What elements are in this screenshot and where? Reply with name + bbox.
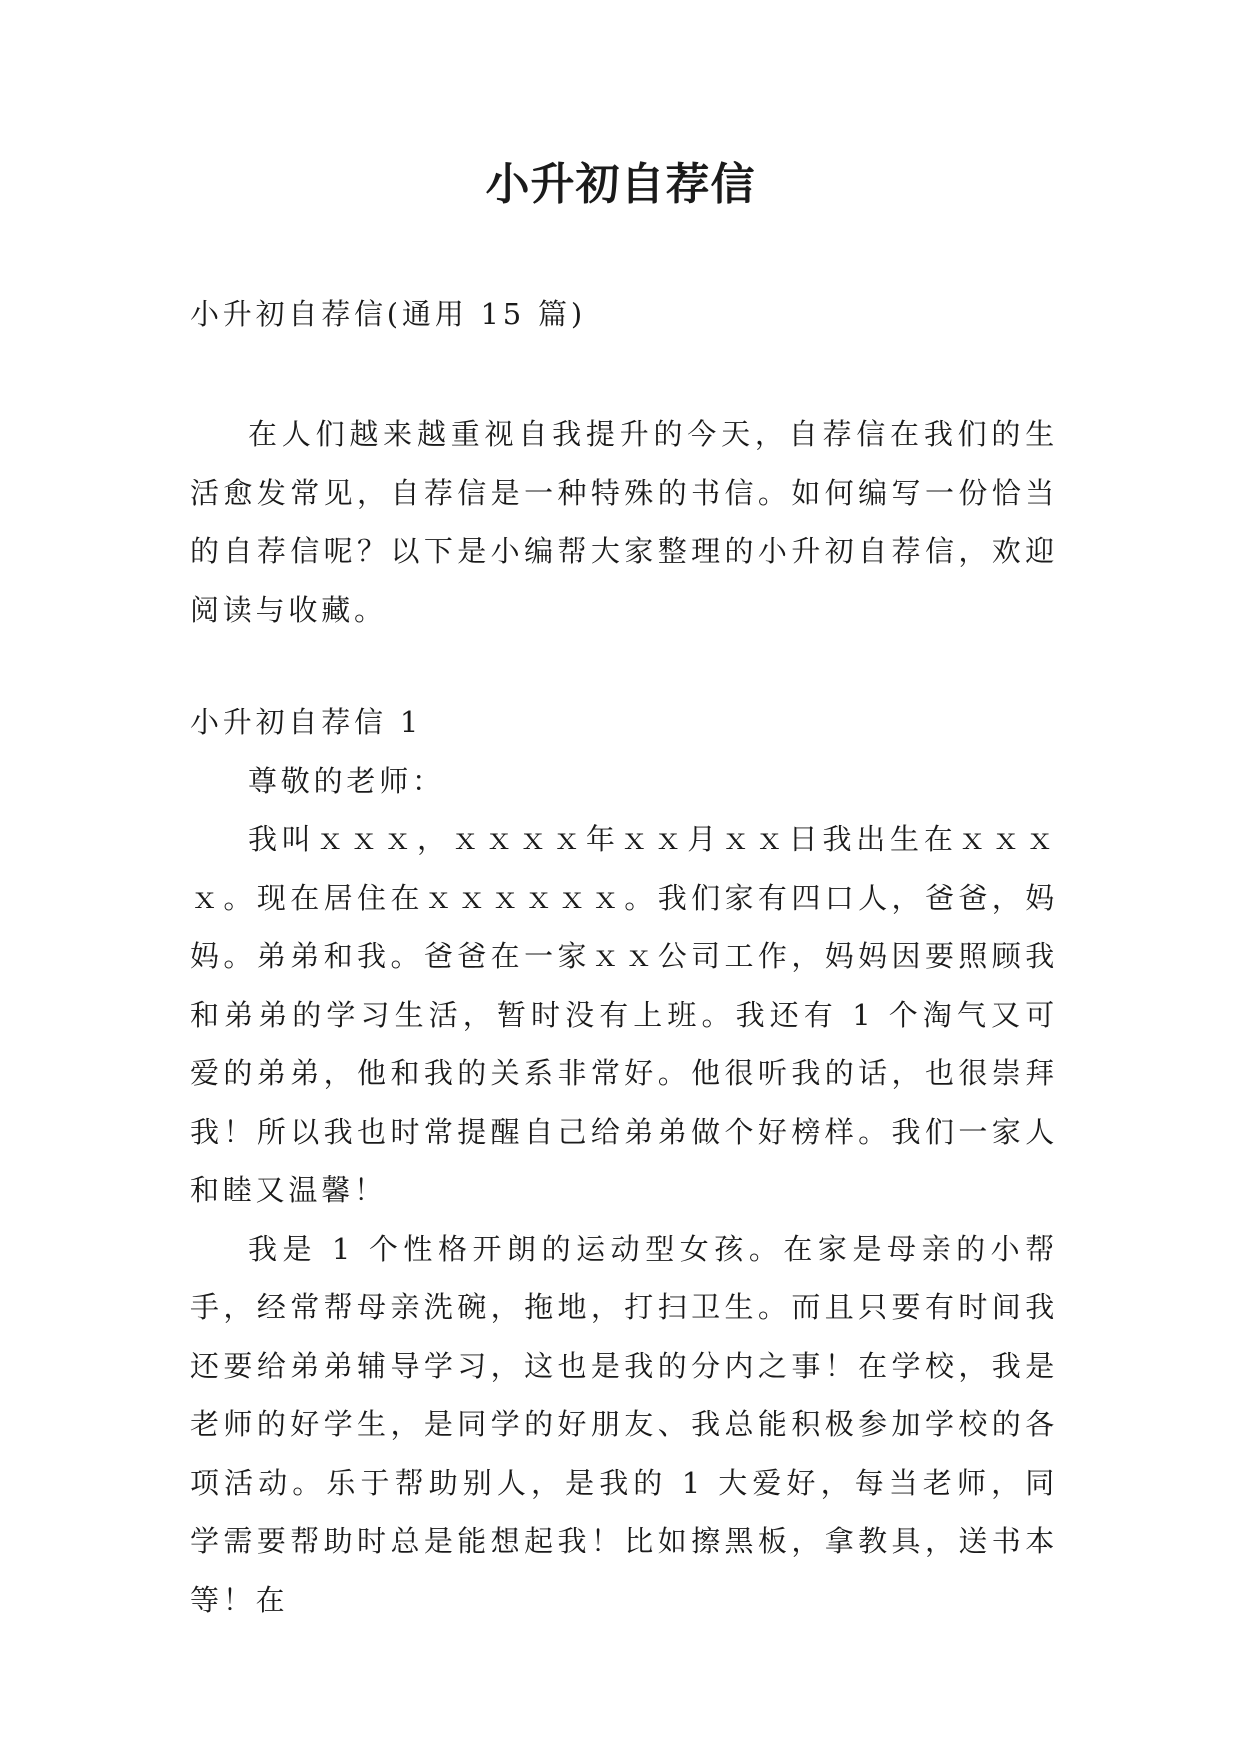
letter-salutation: 尊敬的老师： <box>248 763 445 798</box>
letter-paragraph-2: 我是 1 个性格开朗的运动型女孩。在家是母亲的小帮手，经常帮母亲洗碗，拖地，打扫卫生。而且只要有时间我还要给弟弟辅导学习，这也是我的分内之事！在学校，我是老师的好学生，是同学的好朋友、我总能积极参加学校的各项活动。乐于帮助别人，是我的 1 大爱好，每当老师，同学需要帮助时总是能想起我！比如擦黑板，拿教具，送书本等！在 <box>190 1231 1058 1617</box>
letter-section-1 <box>190 693 1058 1629</box>
intro-block <box>190 405 1058 639</box>
subtitle-block <box>190 285 1058 344</box>
letter-paragraph-1: 我叫ｘｘｘ，ｘｘｘｘ年ｘｘ月ｘｘ日我出生在ｘｘｘｘ。现在居住在ｘｘｘｘｘｘ。我们家有四口人，爸爸，妈妈。弟弟和我。爸爸在一家ｘｘ公司工作，妈妈因要照顾我和弟弟的学习生活，暂时没有上班。我还有 1 个淘气又可爱的弟弟，他和我的关系非常好。他很听我的话，也很崇拜我！所以我也时常提醒自己给弟弟做个好榜样。我们一家人和睦又温馨！ <box>190 822 1058 1207</box>
document-title: 小升初自荐信 <box>485 159 756 210</box>
section-heading: 小升初自荐信 1 <box>190 705 423 739</box>
intro-paragraph: 在人们越来越重视自我提升的今天，自荐信在我们的生活愈发常见，自荐信是一种特殊的书信。如何编写一份恰当的自荐信呢？以下是小编帮大家整理的小升初自荐信，欢迎阅读与收藏。 <box>190 417 1058 627</box>
document-subtitle: 小升初自荐信(通用 15 篇) <box>190 297 586 331</box>
